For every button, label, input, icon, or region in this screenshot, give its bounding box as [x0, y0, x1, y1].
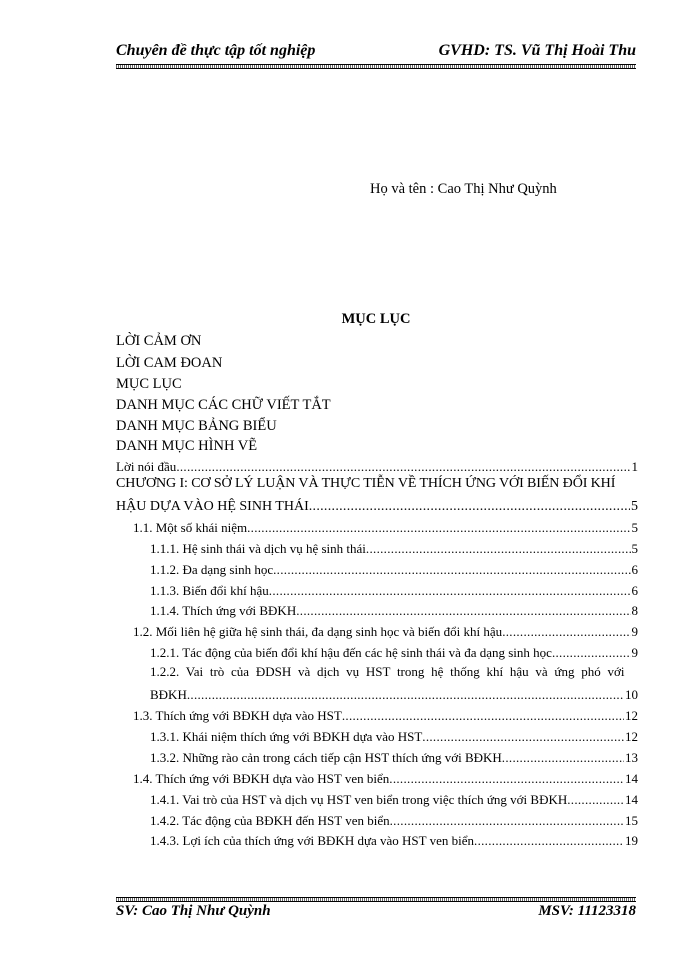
toc-entry-1-1-3 [150, 581, 638, 599]
toc-entry-page: 5 [631, 541, 638, 556]
toc-entry-text: 1.2. Mối liên hệ giữa hệ sinh thái, đa dạng sinh học và biến đổi khí hậu [133, 624, 503, 639]
dot-leader [552, 645, 631, 661]
toc-entry-text: 1.3. Thích ứng với BĐKH dựa vào HST [133, 708, 342, 723]
toc-entry-1-1-2 [150, 560, 638, 578]
dot-leader [342, 708, 624, 724]
dot-leader [567, 792, 624, 808]
toc-entry-page: 10 [625, 687, 638, 702]
toc-entry-page: 9 [631, 645, 638, 660]
toc-entry-text: 1.1.4. Thích ứng với BĐKH [150, 603, 297, 618]
header-supervisor: GVHD: TS. Vũ Thị Hoài Thu [438, 42, 636, 59]
page-footer [116, 903, 636, 923]
footer-student-id: MSV: 11123318 [538, 903, 636, 919]
toc-entry-page: 19 [625, 833, 638, 848]
dot-leader [309, 499, 630, 515]
toc-entry-1-4-1 [150, 790, 638, 808]
toc-entry-1-2 [133, 622, 638, 640]
toc-entry-text: 1.3.1. Khái niệm thích ứng với BĐKH dựa vào HST [150, 729, 423, 744]
toc-item-loi-cam-doan: LỜI CAM ĐOAN [116, 355, 223, 371]
toc-entry-page: 14 [625, 771, 638, 786]
dot-leader [269, 583, 631, 599]
dot-leader [502, 750, 624, 766]
toc-entry-text: 1.3.2. Những rào cản trong cách tiếp cận HST thích ứng với BĐKH [150, 750, 502, 765]
toc-entry-text: 1.1.2. Đa dạng sinh học [150, 562, 274, 577]
toc-entry-1-2-2 [150, 685, 638, 703]
header-report-title: Chuyên đề thực tập tốt nghiệp [116, 42, 316, 59]
toc-item-muc-luc: MỤC LỤC [116, 376, 182, 392]
toc-entry-page: 1 [631, 459, 638, 474]
toc-entry-page: 5 [631, 499, 638, 514]
toc-item-bang-bieu: DANH MỤC BẢNG BIỂU [116, 418, 277, 434]
toc-entry-page: 14 [625, 792, 638, 807]
toc-entry-intro [116, 457, 638, 475]
toc-title: MỤC LỤC [341, 311, 411, 327]
toc-entry-page: 13 [625, 750, 638, 765]
header-rule [116, 64, 636, 69]
toc-entry-1-4 [133, 769, 638, 787]
toc-entry-page: 12 [625, 708, 638, 723]
toc-chapter-1-line1: CHƯƠNG I: CƠ SỞ LÝ LUẬN VÀ THỰC TIỄN VỀ THÍCH ỨNG VỚI BIẾN ĐỔI KHÍ [116, 476, 616, 491]
toc-entry-page: 15 [625, 813, 638, 828]
toc-entry-text: 1.4.3. Lợi ích của thích ứng với BĐKH dựa vào HST ven biển [150, 833, 475, 848]
author-name: Họ và tên : Cao Thị Như Quỳnh [370, 181, 557, 197]
toc-entry-page: 6 [631, 562, 638, 577]
dot-leader [390, 813, 624, 829]
dot-leader [176, 459, 630, 475]
toc-entry-text: 1.1. Một số khái niệm [133, 520, 248, 535]
toc-entry-text: 1.4.1. Vai trò của HST và dịch vụ HST ven biển trong việc thích ứng với BĐKH [150, 792, 568, 807]
toc-entry-1-2-1 [150, 643, 638, 661]
toc-entry-page: 8 [631, 603, 638, 618]
toc-item-loi-cam-on: LỜI CẢM ƠN [116, 333, 202, 349]
toc-entry-page: 6 [631, 583, 638, 598]
footer-student: SV: Cao Thị Như Quỳnh [116, 903, 271, 919]
toc-chapter-1 [116, 497, 638, 515]
toc-entry-1-4-3 [150, 831, 638, 849]
dot-leader [187, 687, 624, 703]
toc-entry-1-1-4 [150, 601, 638, 619]
toc-entry-1-4-2 [150, 811, 638, 829]
toc-entry-text: 1.4. Thích ứng với BĐKH dựa vào HST ven biển [133, 771, 390, 786]
toc-item-chu-viet-tat: DANH MỤC CÁC CHỮ VIẾT TẮT [116, 397, 331, 413]
dot-leader [474, 833, 624, 849]
toc-entry-text: HẬU DỰA VÀO HỆ SINH THÁI [116, 499, 309, 514]
toc-entry-1-2-2-line1: 1.2.2. Vai trò của ĐDSH và dịch vụ HST trong hệ thống khí hậu và ứng phó với [150, 664, 625, 679]
toc-entry-page: 12 [625, 729, 638, 744]
toc-entry-text: 1.2.1. Tác động của biến đổi khí hậu đến các hệ sinh thái và đa dạng sinh học [150, 645, 552, 660]
dot-leader [389, 771, 624, 787]
toc-entry-text: Lời nói đầu [116, 459, 177, 474]
toc-entry-page: 9 [631, 624, 638, 639]
toc-entry-1-3-2 [150, 748, 638, 766]
dot-leader [502, 624, 630, 640]
toc-entry-1-1-1 [150, 539, 638, 557]
dot-leader [296, 603, 630, 619]
toc-entry-text: 1.1.1. Hệ sinh thái và dịch vụ hệ sinh thái [150, 541, 366, 556]
dot-leader [366, 541, 631, 557]
toc-item-hinh-ve: DANH MỤC HÌNH VẼ [116, 438, 258, 454]
toc-entry-text: BĐKH [150, 687, 187, 702]
toc-entry-1-1 [133, 518, 638, 536]
page-header [116, 40, 636, 64]
footer-rule [116, 897, 636, 902]
dot-leader [247, 520, 630, 536]
toc-entry-text: 1.4.2. Tác động của BĐKH đến HST ven biển [150, 813, 390, 828]
toc-entry-text: 1.1.3. Biến đổi khí hậu [150, 583, 269, 598]
toc-entry-1-3-1 [150, 727, 638, 745]
dot-leader [422, 729, 624, 745]
dot-leader [273, 562, 630, 578]
toc-entry-1-3 [133, 706, 638, 724]
toc-entry-page: 5 [631, 520, 638, 535]
